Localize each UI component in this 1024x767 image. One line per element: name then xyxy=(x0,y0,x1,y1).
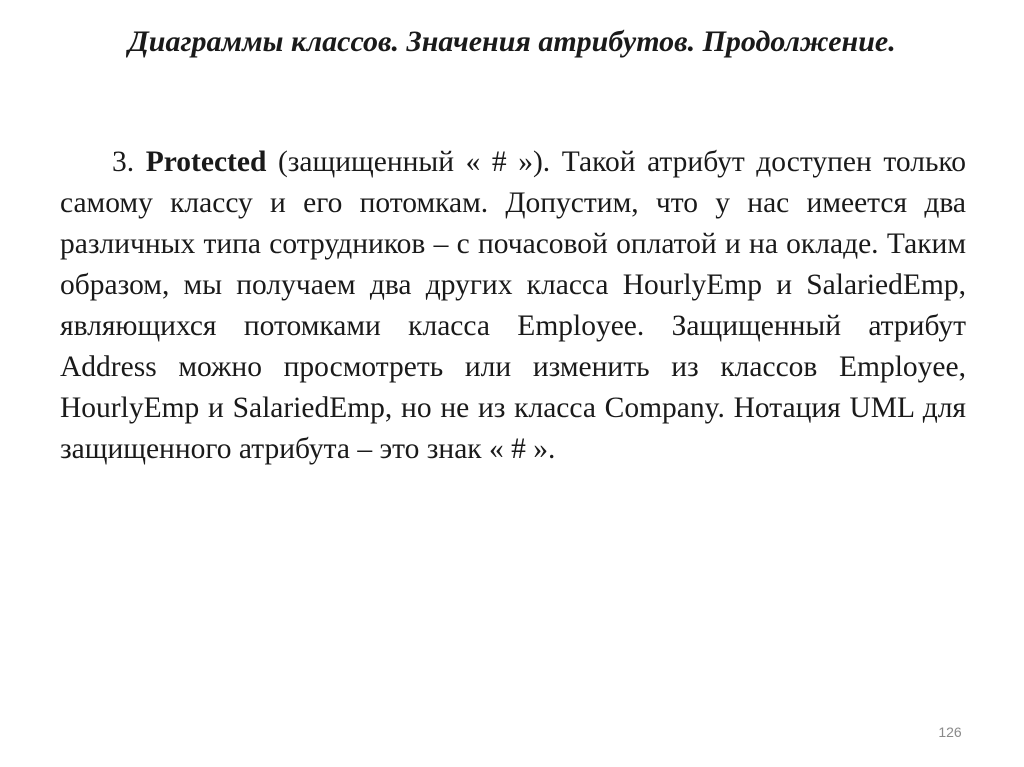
paragraph-number: 3. xyxy=(112,146,135,178)
body-text xyxy=(60,142,966,470)
paragraph-text: (защищенный « # »). Такой атрибут доступен только самому классу и его потомкам. Допустим, что у нас имеется два различных типа сотрудников – с почасовой оплатой и на окладе. Таким образом, мы получаем два других класса HourlyEmp и SalariedEmp, являющихся потомками класса Employee. Защищенный атрибут Address можно просмотреть или изменить из классов Employee, HourlyEmp и SalariedEmp, но не из класса Company. Нотация UML для защищенного атрибута – это знак « # ». xyxy=(60,146,967,465)
page-number: 126 xyxy=(938,724,962,740)
paragraph xyxy=(60,142,966,470)
slide-title: Диаграммы классов. Значения атрибутов. Продолжение. xyxy=(128,25,896,58)
paragraph-keyword: Protected xyxy=(145,146,267,178)
